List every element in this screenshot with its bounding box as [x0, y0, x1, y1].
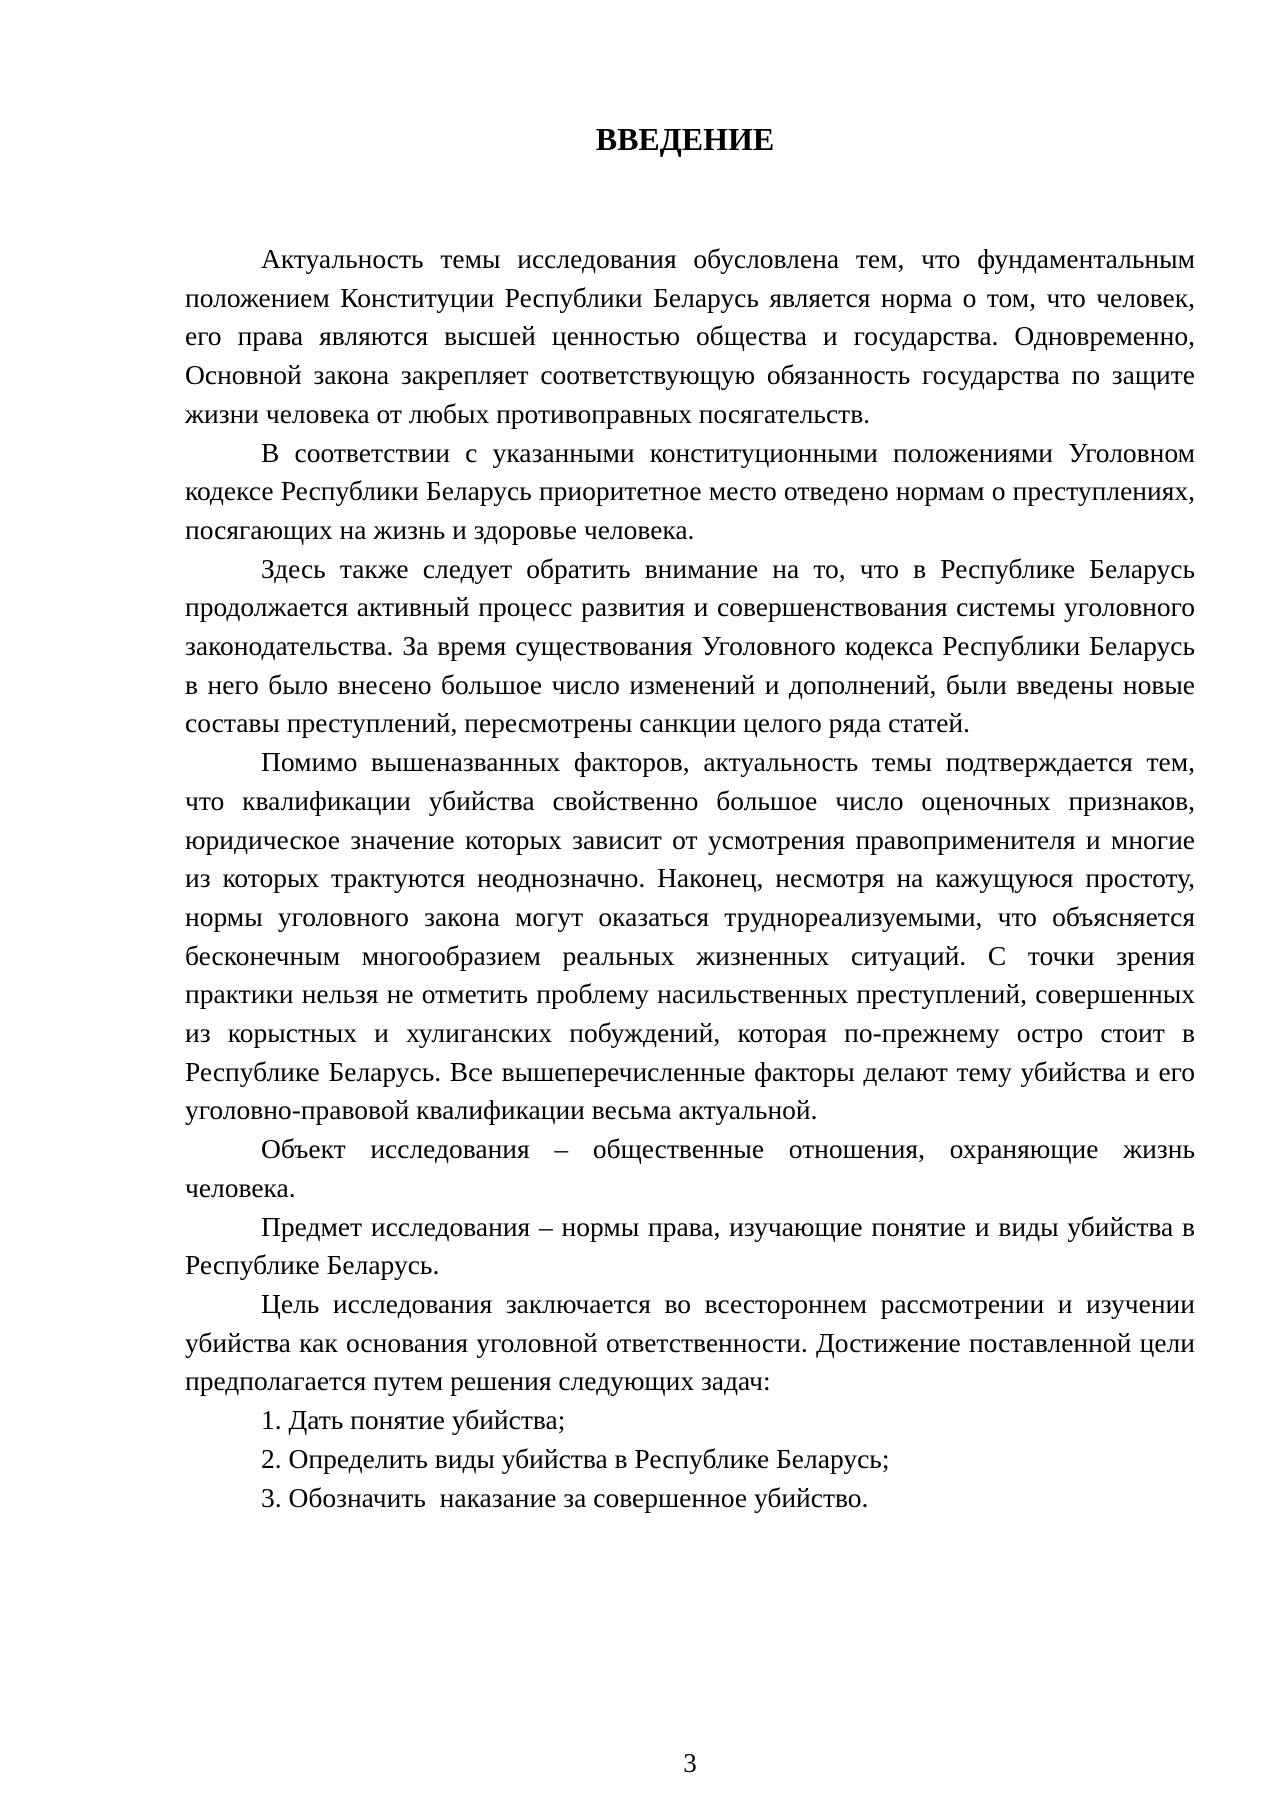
paragraph-research-object: Объект исследования – общественные отношения, охраняющие жизнь человека. — [185, 1133, 1195, 1203]
paragraph-research-subject: Предмет исследования – нормы права, изучающие понятие и виды убийства в Республике Беларусь. — [185, 1210, 1195, 1281]
task-list-item: 1. Дать понятие убийства; — [261, 1404, 566, 1436]
paragraph-legislation-development: Здесь также следует обратить внимание на то, что в Республике Беларусь продолжается активный процесс развития и совершенствования системы уголовного законодательства. За время существования Уголовного кодекса Республики Беларусь в него было внесено большое число изменений и дополнений, были введены новые составы преступлений, пересмотрены санкции целого ряда статей. — [185, 552, 1195, 739]
paragraph-research-goal: Цель исследования заключается во всестороннем рассмотрении и изучении убийства как основания уголовной ответственности. Достижение поставленной цели предполагается путем решения следующих задач: — [185, 1287, 1195, 1397]
paragraph-criminal-code: В соответствии с указанными конституционными положениями Уголовном кодексе Республики Беларусь приоритетное место отведено нормам о преступлениях, посягающих на жизнь и здоровье человека. — [185, 436, 1195, 545]
page-number: 3 — [683, 1748, 697, 1778]
page-title: ВВЕДЕНИЕ — [595, 121, 775, 157]
task-list-item: 2. Определить виды убийства в Республике Беларусь; — [261, 1442, 890, 1474]
paragraph-relevance: Актуальность темы исследования обусловлена тем, что фундаментальным положением Конституции Республики Беларусь является норма о том, что человек, его права являются высшей ценностью общества и государства. Одновременно, Основной закона закрепляет соответствующую обязанность государства по защите жизни человека от любых противоправных посягательств. — [185, 243, 1195, 429]
paragraph-qualification-factors: Помимо вышеназванных факторов, актуальность темы подтверждается тем, что квалификации убийства свойственно большое число оценочных признаков, юридическое значение которых зависит от усмотрения правоприменителя и многие из которых трактуются неоднозначно. Наконец, несмотря на кажущуюся простоту, нормы уголовного закона могут оказаться труднореализуемыми, что объясняется бесконечным многообразием реальных жизненных ситуаций. С точки зрения практики нельзя не отметить проблему насильственных преступлений, совершенных из корыстных и хулиганских побуждений, которая по-прежнему остро стоит в Республике Беларусь. Все вышеперечисленные факторы делают тему убийства и его уголовно-правовой квалификации весьма актуальной. — [185, 746, 1195, 1126]
document-body — [185, 240, 1195, 1517]
task-list-item: 3. Обозначить наказание за совершенное убийство. — [261, 1481, 869, 1513]
